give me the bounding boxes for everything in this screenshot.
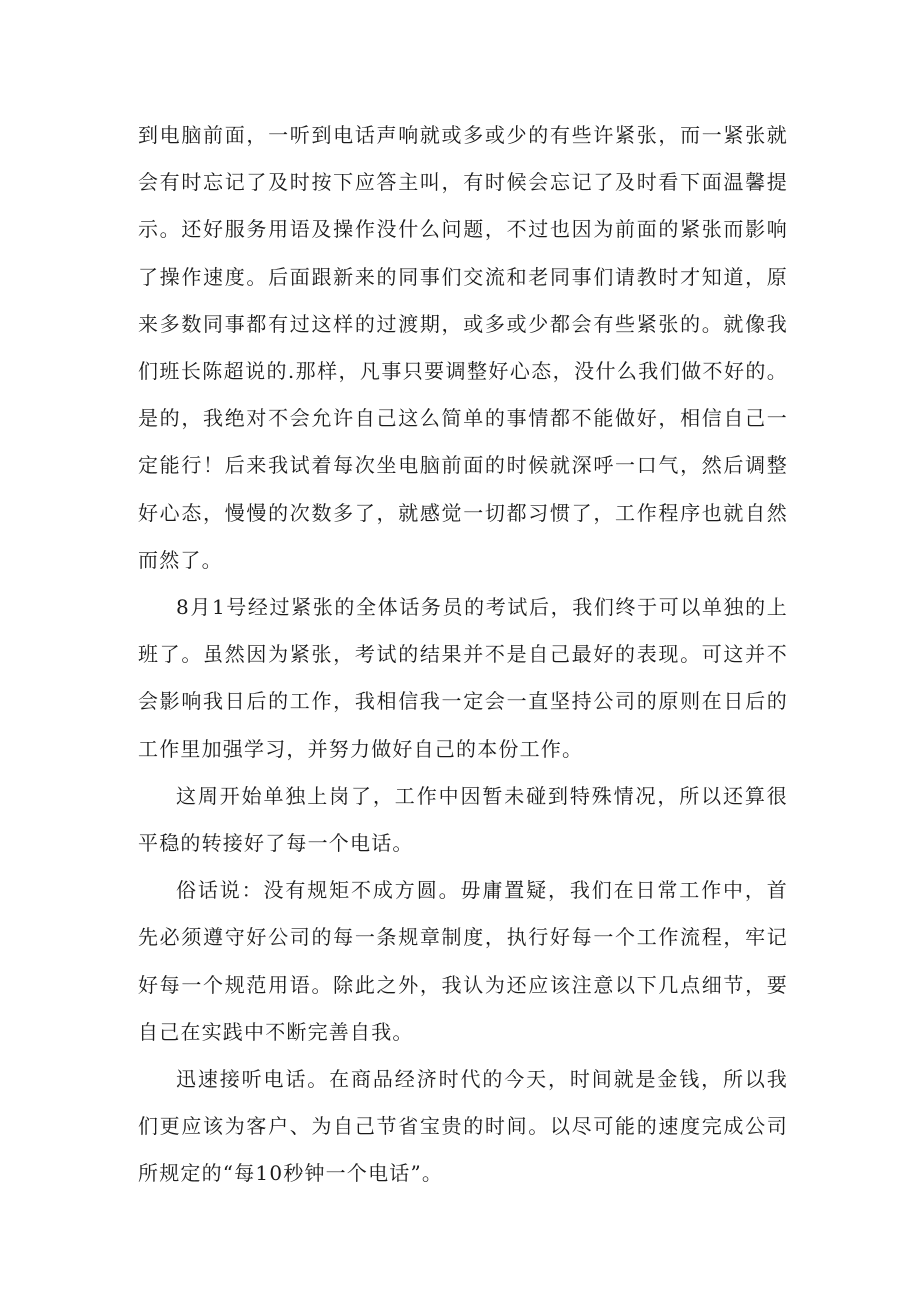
paragraph-exam: 8月1号经过紧张的全体话务员的考试后，我们终于可以单独的上班了。虽然因为紧张，考试的结果并不是自己最好的表现。可这并不会影响我日后的工作，我相信我一定会一直坚持公司的原则在日后的工作里加强学习，并努力做好自己的本份工作。 xyxy=(138,595,788,761)
paragraph-answer-quickly: 迅速接听电话。在商品经济时代的今天，时间就是金钱，所以我们更应该为客户、为自己节省宝贵的时间。以尽可能的速度完成公司所规定的“每10秒钟一个电话”。 xyxy=(138,1067,788,1186)
paragraph-solo-work: 这周开始单独上岗了，工作中因暂未碰到特殊情况，所以还算很平稳的转接好了每一个电话。 xyxy=(138,783,788,856)
paragraph-rules: 俗话说：没有规矩不成方圆。毋庸置疑，我们在日常工作中，首先必须遵守好公司的每一条规章制度，执行好每一个工作流程，牢记好每一个规范用语。除此之外，我认为还应该注意以下几点细节，要自己在实践中不断完善自我。 xyxy=(138,878,788,1044)
paragraph-continuation: 到电脑前面，一听到电话声响就或多或少的有些许紧张，而一紧张就会有时忘记了及时按下应答主叫，有时候会忘记了及时看下面温馨提示。还好服务用语及操作没什么问题，不过也因为前面的紧张而影响了操作速度。后面跟新来的同事们交流和老同事们请教时才知道，原来多数同事都有过这样的过渡期，或多或少都会有些紧张的。就像我们班长陈超说的.那样，凡事只要调整好心态，没什么我们做不好的。是的，我绝对不会允许自己这么简单的事情都不能做好，相信自己一定能行！后来我试着每次坐电脑前面的时候就深呼一口气，然后调整好心态，慢慢的次数多了，就感觉一切都习惯了，工作程序也就自然而然了。 xyxy=(138,123,788,572)
